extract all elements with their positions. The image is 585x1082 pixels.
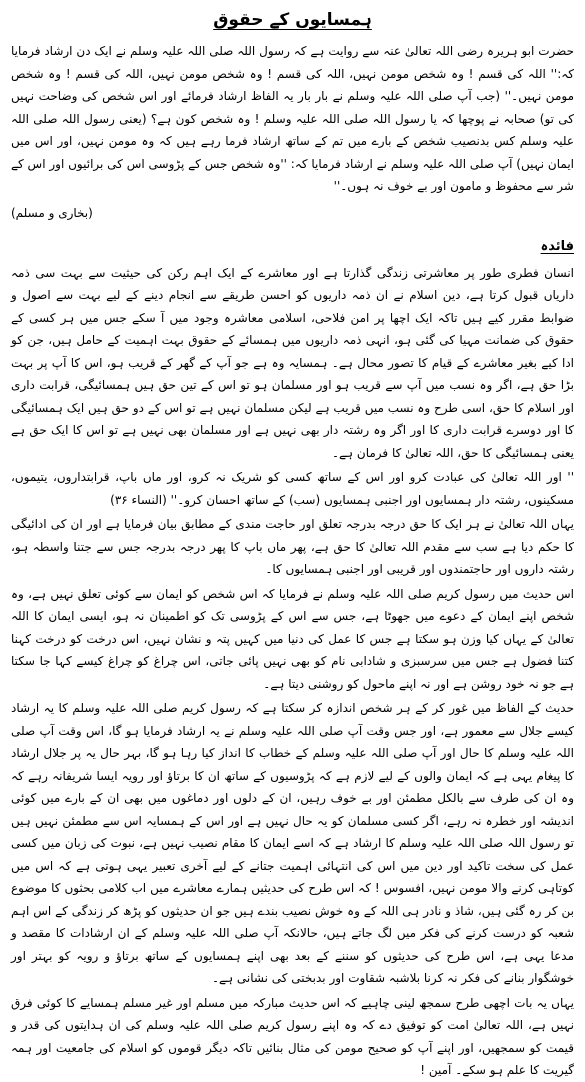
body-paragraph-1: انسان فطری طور پر معاشرتی زندگی گذارتا ہے اور معاشرے کے ایک اہم رکن کی حیثیت سے بہت سی ذمہ داریاں قبول کرتا ہے، دین اسلام نے ان ذمہ داریوں کو احسن طریقے سے انجام دینے کے لیے بہت سے اصول و ضوابط مقرر کیے ہیں تاکہ ایک اچھا پر امن فلاحی، اسلامی معاشرہ وجود میں آ سکے جس میں ہر کسی کے حقوق کی ضمانت مہیا کی گئی ہو، انہی ذمہ داریوں میں ہمسائے کے حقوق بہت اہمیت کے حامل ہیں، جن کو ادا کیے بغیر معاشرے کے قیام کا تصور محال ہے۔ ہمسایہ وہ ہے جو آپ کے گھر کے قریب ہو، اس کا آپ پر بہت بڑا حق ہے، اگر وہ نسب میں آپ سے قریب ہو اور مسلمان ہو تو اس کے تین حق ہیں ہمسائیگی، قرابت داری اور اسلام کا حق، اسی طرح وہ نسب میں قریب ہے لیکن مسلمان نہیں ہے تو اس کے دو حق ہیں ایک ہمسائیگی کا اور دوسرے قرابت داری کا اور اگر وہ رشتہ دار بھی نہیں ہے اور مسلمان بھی نہیں ہے تو اس کا ایک حق ہے یعنی ہمسائیگی کا حق، اللہ تعالیٰ کا فرمان ہے۔ — [11, 265, 574, 460]
body-paragraph-5: حدیث کے الفاظ میں غور کر کے ہر شخص اندازہ کر سکتا ہے کہ رسول کریم صلی اللہ علیہ وسلم کا یہ ارشاد کیسے جلال سے معمور ہے، اور جس وقت آپ صلی اللہ علیہ وسلم نے یہ ارشاد فرمایا ہو گا، اس وقت آپ صلی اللہ علیہ وسلم کا حال اور آپ صلی اللہ علیہ وسلم کے خطاب کا انداز کیا رہا ہو گا، بہر حال یہ پر جلال ارشاد کا پیغام یہی ہے کہ ایمان والوں کے لیے لازم ہے کہ پڑوسیوں کے ساتھ ان کا برتاؤ اور رویہ ایسا شریفانہ رہے کہ وہ ان کی طرف سے بالکل مطمئن اور بے خوف رہیں، ان کے دلوں اور دماغوں میں بھی ان کے بارے میں کوئی اندیشہ اور خطرہ نہ رہے، اگر کسی مسلمان کو یہ حال نہیں ہے اور اس کے ہمسایہ اس سے مطمئن نہیں ہیں تو رسول اللہ صلی اللہ علیہ وسلم کا ارشاد ہے کہ اسے ایمان کا مقام نصیب نہیں ہے، نبوت کی زبان میں کسی عمل کی سخت تاکید اور دین میں اس کی انتہائی اہمیت جتانے کے لیے آخری تعبیر یہی ہوتی ہے کہ اس میں کوتاہی کرنے والا مومن نہیں، افسوس ! کہ اس طرح کی حدیثیں ہمارے معاشرے میں اب کلامی بحثوں کا موضوع بن کر رہ گئی ہیں، شاذ و نادر ہی اللہ کے وہ خوش نصیب بندے ہیں جو ان حدیثوں کو پڑھ کر زندگی کے اس اہم شعبہ کو درست کرنے کی فکر میں لگ جاتے ہیں، حالانکہ آپ صلی اللہ علیہ وسلم کے ان ارشادات کا مقصد و مدعا یہی ہے، اس طرح کی حدیثوں کو سننے کے بعد بھی اپنے ہمسایوں کے ساتھ برتاؤ و رویہ کو بہتر اور خوشگوار بنانے کی فکر نہ کرنا بلاشبہ شقاوت اور بدبختی کی نشانی ہے۔ — [11, 701, 574, 985]
hadith-source: (بخاری و مسلم) — [11, 205, 93, 220]
body-paragraph-4: اس حدیث میں رسول کریم صلی اللہ علیہ وسلم نے فرمایا کہ اس شخص کو ایمان سے کوئی تعلق نہیں ہے، وہ شخص اپنے ایمان کے دعوے میں جھوٹا ہے، جس سے اس کے پڑوسی تک کو اطمینان نہ ہو، ایسی ایمان کا اللہ تعالیٰ کے یہاں کیا وزن ہو سکتا ہے جس کا عمل کی دنیا میں کہیں پتہ و نشان نہیں، اس درخت کو درخت کہنا کتنا فضول ہے جس میں سرسبزی و شادابی نام کو بھی نہیں پائی جاتی، اس چراغ کو چراغ کیسے کہا جا سکتا ہے جو نہ خود روشن ہے اور نہ اپنے ماحول کو روشنی دیتا ہے۔ — [11, 586, 574, 691]
body-paragraph-3: یہاں اللہ تعالیٰ نے ہر ایک کا حق درجہ بدرجہ تعلق اور حاجت مندی کے مطابق بیان فرمایا ہے اور ان کی ادائیگی کا حکم دیا ہے سب سے مقدم اللہ تعالیٰ کا حق ہے، پھر ماں باپ کا پھر درجہ بدرجہ جس سے جتنا واسطہ ہو، رشتہ داروں اور حاجتمندوں اور قریبی اور اجنبی ہمسایوں کا۔ — [11, 517, 574, 576]
page-title — [11, 8, 574, 32]
page-title-text: ہمسایوں کے حقوق — [213, 10, 372, 30]
body-paragraph-6: یہاں یہ بات اچھی طرح سمجھ لینی چاہیے کہ اس حدیث مبارکہ میں مسلم اور غیر مسلم ہمسایے کا کوئی فرق نہیں ہے، اللہ تعالیٰ امت کو توفیق دے کہ وہ اپنے رسول کریم صلی اللہ علیہ وسلم کی ان ہدایتوں کی قدر و قیمت کو سمجھیں، اور اپنے آپ کو صحیح مومن کی مثال بنائیں تاکہ دیگر قوموں کو اسلام کی جامعیت اور ہمہ گیریت کا علم ہو سکے۔ آمین ! — [11, 995, 574, 1077]
hadith-paragraph: حضرت ابو ہریرہ رضی اللہ تعالیٰ عنہ سے روایت ہے کہ رسول اللہ صلی اللہ علیہ وسلم نے ایک دن ارشاد فرمایا کہ:'' اللہ کی قسم ! وہ شخص مومن نہیں، اللہ کی قسم ! وہ شخص مومن نہیں، اللہ کی قسم ! وہ شخص مومن نہیں۔'' (جب آپ صلی اللہ علیہ وسلم نے بار بار یہ الفاظ ارشاد فرمائے اور اس شخص کی وضاحت نہیں کی تو) صحابہ نے پوچھا کہ یا رسول اللہ صلی اللہ علیہ وسلم ! وہ شخص کون ہے؟ (یعنی رسول اللہ صلی اللہ علیہ وسلم کس بدنصیب شخص کے بارے میں تم کے ساتھ ارشاد فرما رہے ہیں کہ وہ مومن نہیں، اور اس میں ایمان نہیں) آپ صلی اللہ علیہ وسلم نے ارشاد فرمایا کہ: ''وہ شخص جس کے پڑوسی اس کی برائیوں اور اس کے شر سے محفوظ و مامون اور بے خوف نہ ہوں۔'' — [11, 44, 575, 193]
quran-verse-paragraph: '' اور اللہ تعالیٰ کی عبادت کرو اور اس کے ساتھ کسی کو شریک نہ کرو، اور ماں باپ، قرابتداروں، یتیموں، مسکینوں، رشتہ دار ہمسایوں اور اجنبی ہمسایوں (سب) کے ساتھ احسان کرو۔'' (النساء ۳۶) — [11, 470, 574, 507]
faida-heading: فائدہ — [540, 238, 574, 254]
